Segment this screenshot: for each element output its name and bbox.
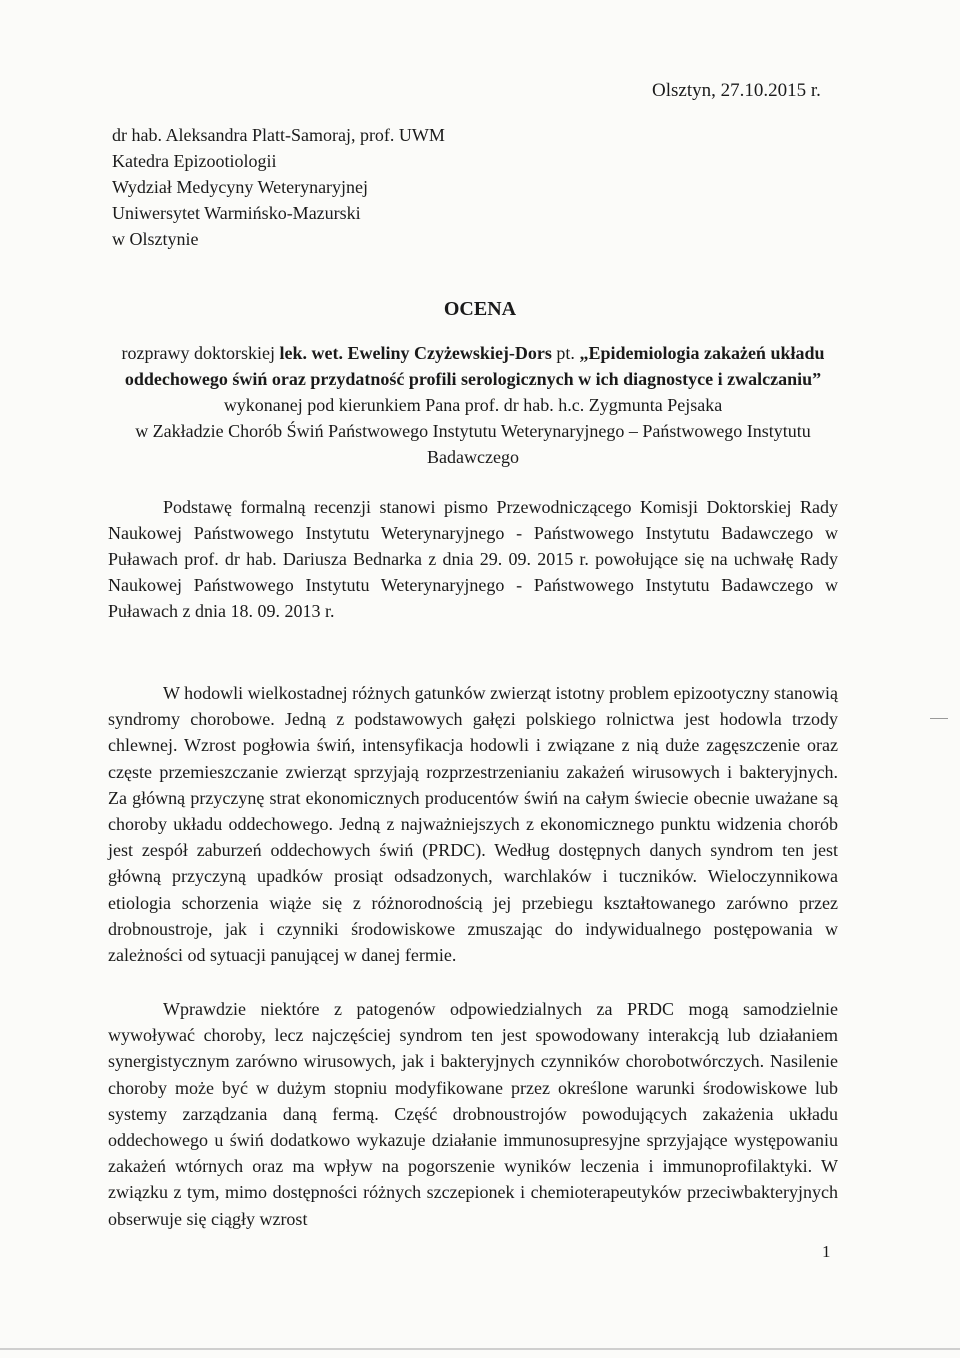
- thesis-heading: [108, 340, 838, 392]
- supervisor-line: wykonanej pod kierunkiem Pana prof. dr hab. h.c. Zygmunta Pejsaka: [223, 395, 723, 415]
- sender-line: Wydział Medycyny Weterynaryjnej: [112, 177, 369, 197]
- document-title: OCENA: [443, 298, 517, 320]
- institute-line: w Zakładzie Chorób Świń Państwowego Instytutu Weterynaryjnego – Państwowego Instytutu Badawczego: [135, 421, 811, 467]
- formal-basis-paragraph: Podstawę formalną recenzji stanowi pismo Przewodniczącego Komisji Doktorskiej Rady Naukowej Państwowego Instytutu Weterynaryjnego - Państwowego Instytutu Badawczego w Puławach prof. dr hab. Dariusza Bednarka z dnia 29. 09. 2015 r. powołujące się na uchwałę Rady Naukowej Państwowego Instytutu Weterynaryjnego - Państwowego Instytutu Badawczego w Puławach z dnia 18. 09. 2013 r.: [108, 497, 838, 621]
- thesis-title: „Epidemiologia zakażeń układu oddechowego świń oraz przydatność profili serologicznych w ich diagnostyce i zwalczaniu”: [124, 343, 825, 389]
- sender-line: Katedra Epizootiologii: [112, 151, 277, 171]
- author-name: lek. wet. Eweliny Czyżewskiej-Dors: [279, 343, 557, 363]
- thesis-meta: [108, 340, 838, 470]
- page-number: 1: [822, 1242, 831, 1261]
- body-paragraph: Wprawdzie niektóre z patogenów odpowiedzialnych za PRDC mogą samodzielnie wywoływać choroby, lecz najczęściej syndrom ten jest spowodowany interakcją lub działaniem synergistycznym zarówno wirusowych, jak i bakteryjnych czynników chorobotwórczych. Nasilenie choroby może być w dużym stopniu modyfikowane przez określone warunki środowiskowe lub systemy zarządzania daną fermą. Część drobnoustrojów powodujących zakażenia układu oddechowego u świń dodatkowo wykazuje działanie immunosupresyjne sprzyjające występowaniu zakażeń wtórnych oraz ma wpływ na pogorszenie wyników leczenia i immunoprofilaktyki. W związku z tym, mimo dostępności różnych szczepionek i chemioterapeutyków przeciwbakteryjnych obserwuje się ciągły wzrost: [108, 999, 838, 1229]
- sender-line: Uniwersytet Warmińsko-Mazurski: [112, 203, 361, 223]
- sender-line: dr hab. Aleksandra Platt-Samoraj, prof. UWM: [112, 125, 445, 145]
- thesis-intro: rozprawy doktorskiej: [121, 343, 280, 363]
- letter-date: Olsztyn, 27.10.2015 r.: [652, 80, 821, 101]
- sender-block: [112, 122, 445, 252]
- sender-line: w Olsztynie: [112, 229, 199, 249]
- margin-mark: [930, 718, 948, 719]
- body-paragraph: W hodowli wielkostadnej różnych gatunków zwierząt istotny problem epizootyczny stanowią syndromy chorobowe. Jedną z podstawowych gałęzi polskiego rolnictwa jest hodowla trzody chlewnej. Wzrost pogłowia świń, intensyfikacja hodowli i związane z nią duże zagęszczenie oraz częste przemieszczanie zwierząt sprzyjają rozprzestrzenianiu zakażeń wirusowych i bakteryjnych. Za główną przyczynę strat ekonomicznych producentów świń na całym świecie obecnie uważane są choroby układu oddechowego. Jedną z najważniejszych z ekonomicznego punktu widzenia chorób jest zespół zaburzeń oddechowych świń (PRDC). Według dostępnych danych syndrom ten jest główną przyczyną upadków prosiąt odsadzonych, warchlaków i tuczników. Wieloczynnikowa etiologia schorzenia wiąże się z różnorodnością jej przebiegu kształtowanego zarówno przez drobnoustroje, jak i czynniki środowiskowe zmuszając do indywidualnego postępowania w zależności od sytuacji panującej w danej fermie.: [108, 683, 838, 966]
- thesis-intro-tail: pt.: [556, 343, 580, 363]
- scan-edge: [0, 1348, 960, 1350]
